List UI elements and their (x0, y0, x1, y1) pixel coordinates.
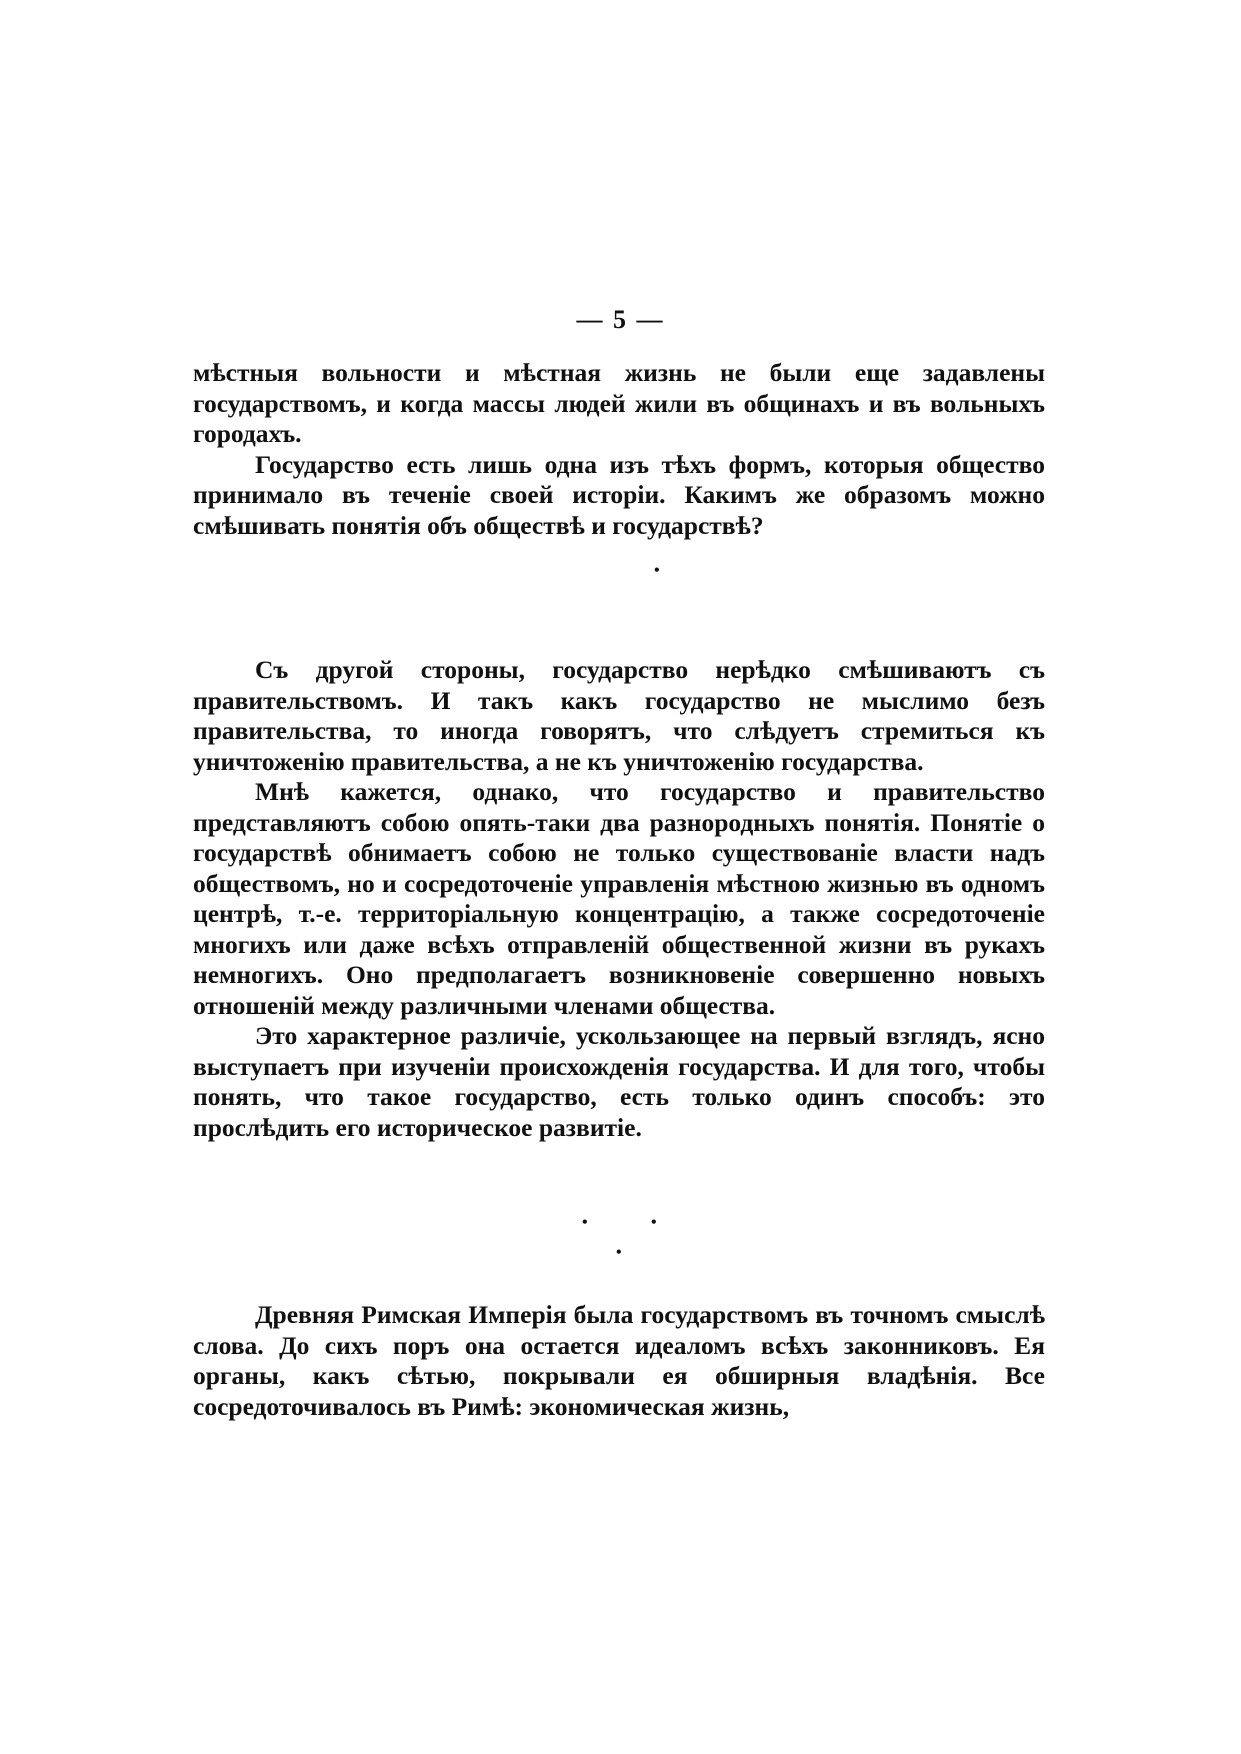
paragraph: мѣстныя вольности и мѣстная жизнь не были еще задавлены государствомъ, и когда массы людей жили въ общинахъ и въ вольныхъ городахъ. (193, 358, 1045, 448)
section-separator-dot: • (654, 562, 660, 579)
paragraph: Мнѣ кажется, однако, что государство и правительство представляютъ собою опять-таки два разнородныхъ понятія. Понятіе о государствѣ обнимаетъ собою не только существованіе власти надъ обществомъ, но и сосредоточеніе управленія мѣстною жизнью въ одномъ центрѣ, т.-е. территоріальную концентрацію, а также сосредоточеніе многихъ или даже всѣхъ отправленій общественной жизни въ рукахъ немногихъ. Оно предполагаетъ возникновеніе совершенно новыхъ отношеній между различными членами общества. (193, 777, 1045, 1020)
page-number: — 5 — (576, 305, 665, 334)
paragraph: Государство есть лишь одна изъ тѣхъ формъ, которыя общество принимало въ теченіе своей исторіи. Какимъ же образомъ можно смѣшивать понятія объ обществѣ и государствѣ? (193, 449, 1045, 540)
section-separator-dot: • (616, 1244, 622, 1261)
text-block-3 (193, 1300, 1045, 1422)
section-separator-dot: • (582, 1214, 588, 1231)
section-separator-dot: • (651, 1214, 657, 1231)
paragraph: Это характерное различіе, ускользающее на первый взглядъ, ясно выступаетъ при изученіи происхожденія государства. И для того, чтобы понять, что такое государство, есть только одинъ способъ: это прослѣдить его историческое развитіе. (193, 1021, 1045, 1142)
text-block-2 (193, 655, 1045, 1143)
paragraph: Древняя Римская Имперія была государствомъ въ точномъ смыслѣ слова. До сихъ поръ она остается идеаломъ всѣхъ законниковъ. Ея органы, какъ сѣтью, покрывали ея обширныя владѣнія. Все сосредоточивалось въ Римѣ: экономическая жизнь, (193, 1300, 1045, 1421)
text-block-1 (193, 358, 1045, 541)
paragraph: Съ другой стороны, государство нерѣдко смѣшиваютъ съ правительствомъ. И такъ какъ государство не мыслимо безъ правительства, то иногда говорятъ, что слѣдуетъ стремиться къ уничтоженію правительства, а не къ уничтоженію государства. (193, 655, 1045, 776)
